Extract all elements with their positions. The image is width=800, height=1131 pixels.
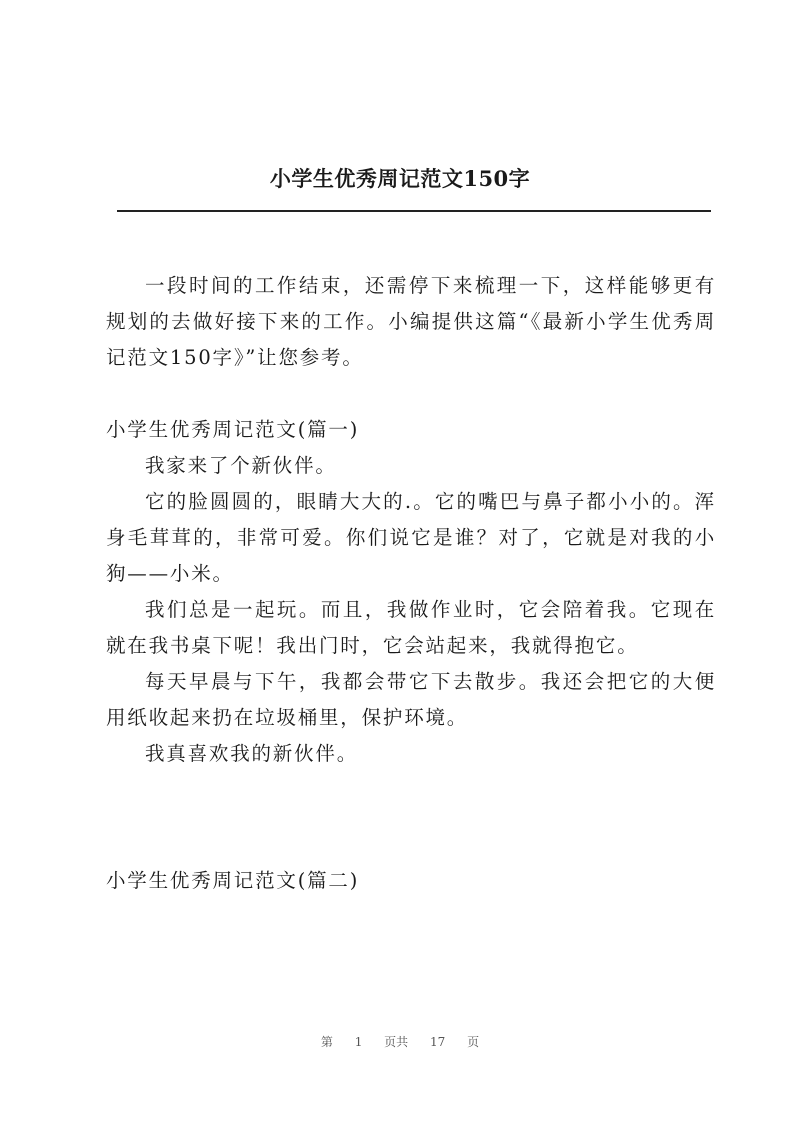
paragraph: 它的脸圆圆的，眼睛大大的.。它的嘴巴与鼻子都小小的。浑身毛茸茸的，非常可爱。你们说它是谁？对了，它就是对我的小狗——小米。 [106, 490, 716, 585]
paragraph: 每天早晨与下午，我都会带它下去散步。我还会把它的大便用纸收起来扔在垃圾桶里，保护环境。 [106, 670, 716, 729]
paragraph: 我真喜欢我的新伙伴。 [145, 742, 359, 765]
document-title: 小学生优秀周记范文150字 [269, 166, 531, 191]
paragraph: 我们总是一起玩。而且，我做作业时，它会陪着我。它现在就在我书桌下呢！我出门时，它会站起来，我就得抱它。 [106, 598, 716, 657]
page-footer [0, 1033, 800, 1050]
footer-page-number: 1 [354, 1035, 363, 1049]
title-divider [117, 210, 711, 212]
intro-paragraph: 一段时间的工作结束，还需停下来梳理一下，这样能够更有规划的去做好接下来的工作。小编提供这篇“《最新小学生优秀周记范文150字》”让您参考。 [106, 274, 716, 369]
document-body [106, 268, 716, 899]
footer-prefix: 第 [320, 1035, 333, 1049]
section-spacer [106, 772, 716, 863]
footer-suffix: 页 [467, 1035, 480, 1049]
footer-middle: 页共 [384, 1035, 409, 1049]
section-heading-1: 小学生优秀周记范文(篇一) [106, 418, 360, 441]
footer-total-pages: 17 [430, 1035, 446, 1049]
section-heading-2: 小学生优秀周记范文(篇二) [106, 869, 360, 892]
paragraph: 我家来了个新伙伴。 [145, 454, 337, 477]
